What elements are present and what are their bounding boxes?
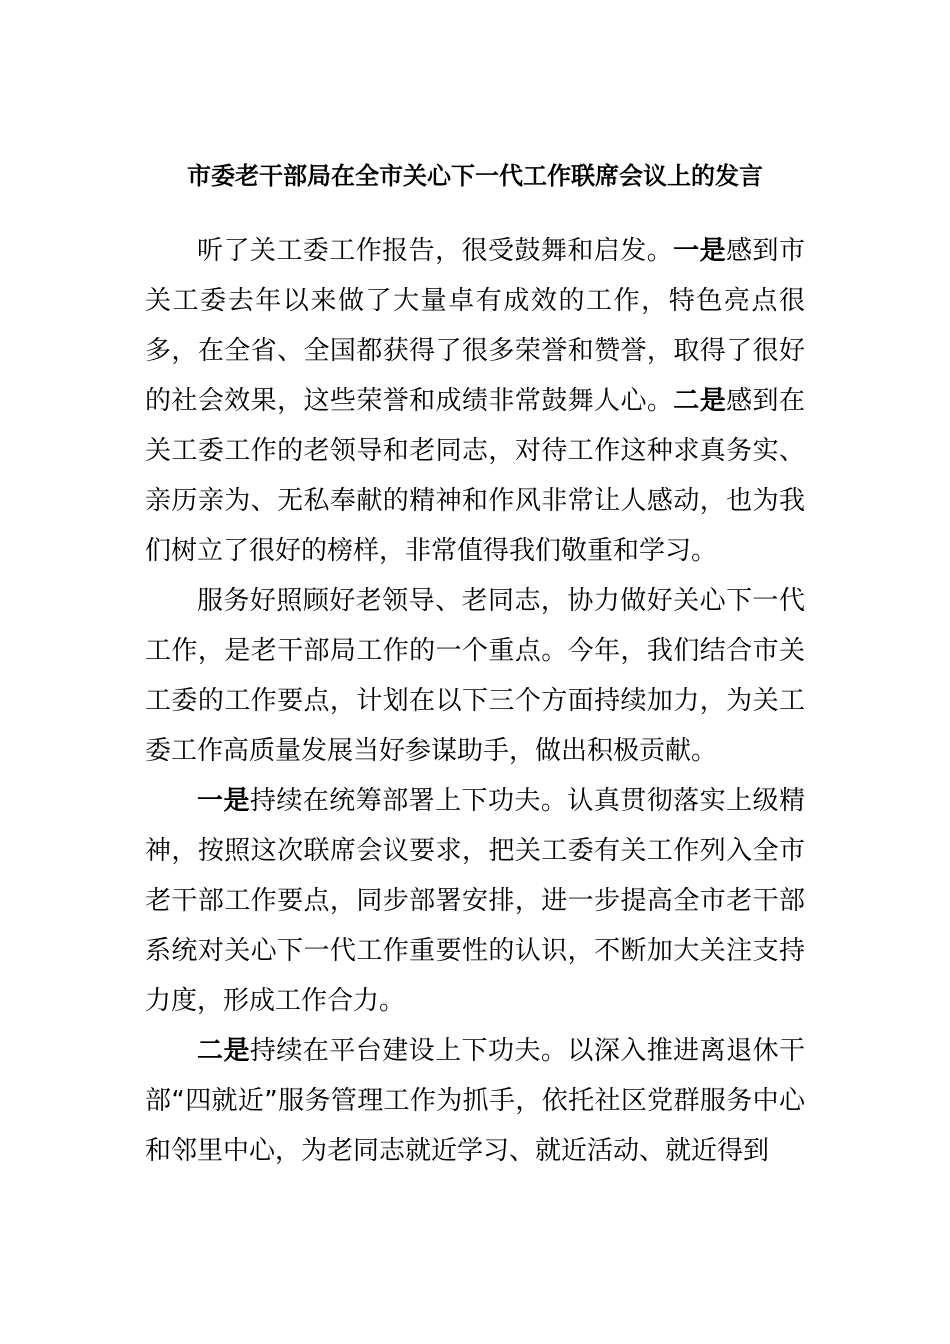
paragraph-point-two — [145, 1026, 805, 1176]
text-segment: 持续在平台建设上下功夫。以深入推进离退休干部“四就近”服务管理工作为抓手，依托社区党群服务中心和邻里中心，为老同志就近学习、就近活动、就近得到 — [145, 1036, 805, 1166]
text-segment: 感到在关工委工作的老领导和老同志，对待工作这种求真务实、亲历亲为、无私奉献的精神和作风非常让人感动，也为我们树立了很好的榜样，非常值得我们敬重和学习。 — [145, 386, 805, 566]
paragraph-intro — [145, 226, 805, 576]
ordinal-label: 二是 — [673, 386, 727, 416]
text-segment: 服务好照顾好老领导、老同志，协力做好关心下一代工作，是老干部局工作的一个重点。今年，我们结合市关工委的工作要点，计划在以下三个方面持续加力，为关工委工作高质量发展当好参谋助手，做出积极贡献。 — [145, 586, 805, 766]
text-segment: 听了关工委工作报告，很受鼓舞和启发。 — [197, 236, 674, 266]
ordinal-label: 一是 — [197, 786, 250, 816]
document-body — [145, 226, 805, 1176]
paragraph-point-one — [145, 776, 805, 1026]
ordinal-label: 一是 — [673, 236, 727, 266]
paragraph-plan — [145, 576, 805, 776]
document-title: 市委老干部局在全市关心下一代工作联席会议上的发言 — [187, 162, 763, 190]
text-segment: 持续在统筹部署上下功夫。认真贯彻落实上级精神，按照这次联席会议要求，把关工委有关工作列入全市老干部工作要点，同步部署安排，进一步提高全市老干部系统对关心下一代工作重要性的认识，不断加大关注支持力度，形成工作合力。 — [145, 786, 805, 1016]
text-segment: 感到市关工委去年以来做了大量卓有成效的工作，特色亮点很多，在全省、全国都获得了很多荣誉和赞誉，取得了很好的社会效果，这些荣誉和成绩非常鼓舞人心。 — [145, 236, 805, 416]
ordinal-label: 二是 — [197, 1036, 250, 1066]
